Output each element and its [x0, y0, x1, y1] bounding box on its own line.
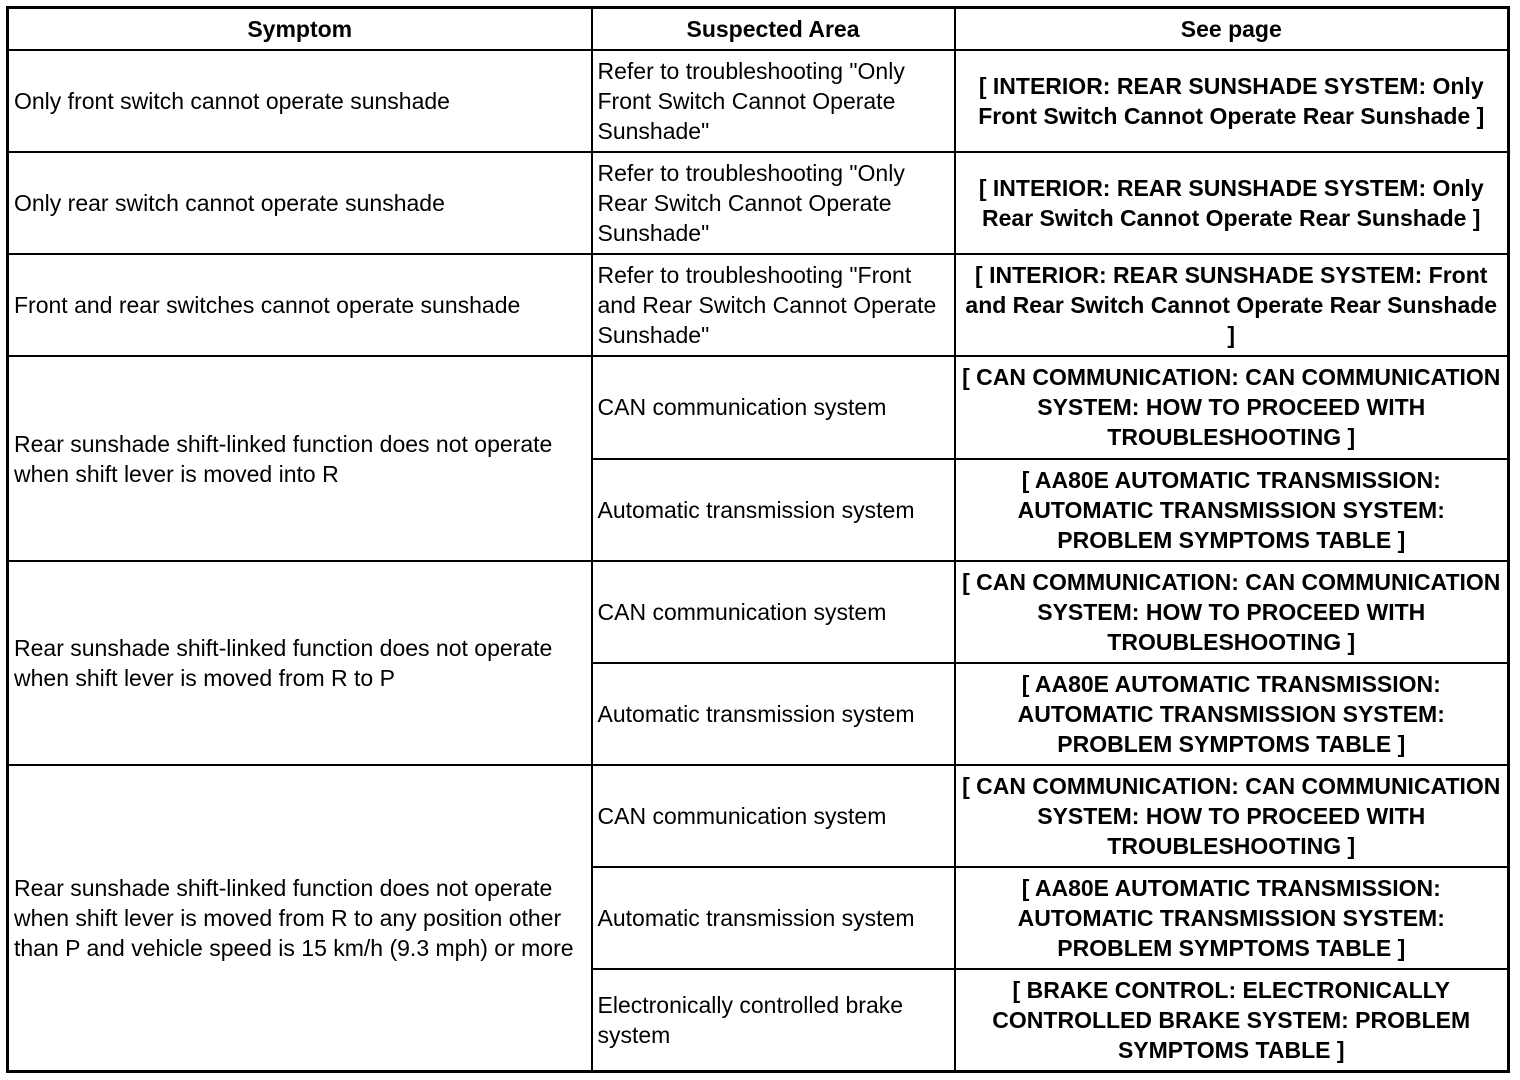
table-row: [8, 50, 1509, 152]
see-page-cell: [ INTERIOR: REAR SUNSHADE SYSTEM: Front and Rear Switch Cannot Operate Rear Sunshade ]: [955, 254, 1509, 356]
symptom-cell: Only rear switch cannot operate sunshade: [8, 152, 592, 254]
suspected-area-cell: Refer to troubleshooting "Only Front Switch Cannot Operate Sunshade": [592, 50, 955, 152]
table-row: [8, 254, 1509, 356]
see-page-cell: [ CAN COMMUNICATION: CAN COMMUNICATION SYSTEM: HOW TO PROCEED WITH TROUBLESHOOTING ]: [955, 561, 1509, 663]
see-page-cell: [ AA80E AUTOMATIC TRANSMISSION: AUTOMATIC TRANSMISSION SYSTEM: PROBLEM SYMPTOMS TABLE ]: [955, 459, 1509, 561]
problem-symptoms-table: [6, 6, 1510, 1073]
header-suspected-area: Suspected Area: [592, 8, 955, 51]
suspected-area-cell: CAN communication system: [592, 356, 955, 458]
table-header-row: [8, 8, 1509, 51]
suspected-area-cell: Automatic transmission system: [592, 867, 955, 969]
table-row: [8, 356, 1509, 458]
symptom-cell: Rear sunshade shift-linked function does not operate when shift lever is moved into R: [8, 356, 592, 560]
see-page-cell: [ BRAKE CONTROL: ELECTRONICALLY CONTROLLED BRAKE SYSTEM: PROBLEM SYMPTOMS TABLE ]: [955, 969, 1509, 1071]
suspected-area-cell: Refer to troubleshooting "Only Rear Switch Cannot Operate Sunshade": [592, 152, 955, 254]
suspected-area-cell: Refer to troubleshooting "Front and Rear Switch Cannot Operate Sunshade": [592, 254, 955, 356]
symptom-cell: Rear sunshade shift-linked function does not operate when shift lever is moved from R to any position other than P and vehicle speed is 15 km/h (9.3 mph) or more: [8, 765, 592, 1072]
table-row: [8, 561, 1509, 663]
suspected-area-cell: CAN communication system: [592, 561, 955, 663]
header-symptom: Symptom: [8, 8, 592, 51]
suspected-area-cell: Electronically controlled brake system: [592, 969, 955, 1071]
header-see-page: See page: [955, 8, 1509, 51]
symptom-cell: Rear sunshade shift-linked function does not operate when shift lever is moved from R to P: [8, 561, 592, 765]
see-page-cell: [ AA80E AUTOMATIC TRANSMISSION: AUTOMATIC TRANSMISSION SYSTEM: PROBLEM SYMPTOMS TABLE ]: [955, 663, 1509, 765]
symptom-cell: Front and rear switches cannot operate sunshade: [8, 254, 592, 356]
table-row: [8, 765, 1509, 867]
table-row: [8, 152, 1509, 254]
suspected-area-cell: Automatic transmission system: [592, 459, 955, 561]
see-page-cell: [ CAN COMMUNICATION: CAN COMMUNICATION SYSTEM: HOW TO PROCEED WITH TROUBLESHOOTING ]: [955, 765, 1509, 867]
see-page-cell: [ INTERIOR: REAR SUNSHADE SYSTEM: Only Rear Switch Cannot Operate Rear Sunshade ]: [955, 152, 1509, 254]
symptom-cell: Only front switch cannot operate sunshade: [8, 50, 592, 152]
see-page-cell: [ AA80E AUTOMATIC TRANSMISSION: AUTOMATIC TRANSMISSION SYSTEM: PROBLEM SYMPTOMS TABLE ]: [955, 867, 1509, 969]
see-page-cell: [ INTERIOR: REAR SUNSHADE SYSTEM: Only Front Switch Cannot Operate Rear Sunshade ]: [955, 50, 1509, 152]
see-page-cell: [ CAN COMMUNICATION: CAN COMMUNICATION SYSTEM: HOW TO PROCEED WITH TROUBLESHOOTING ]: [955, 356, 1509, 458]
suspected-area-cell: Automatic transmission system: [592, 663, 955, 765]
suspected-area-cell: CAN communication system: [592, 765, 955, 867]
